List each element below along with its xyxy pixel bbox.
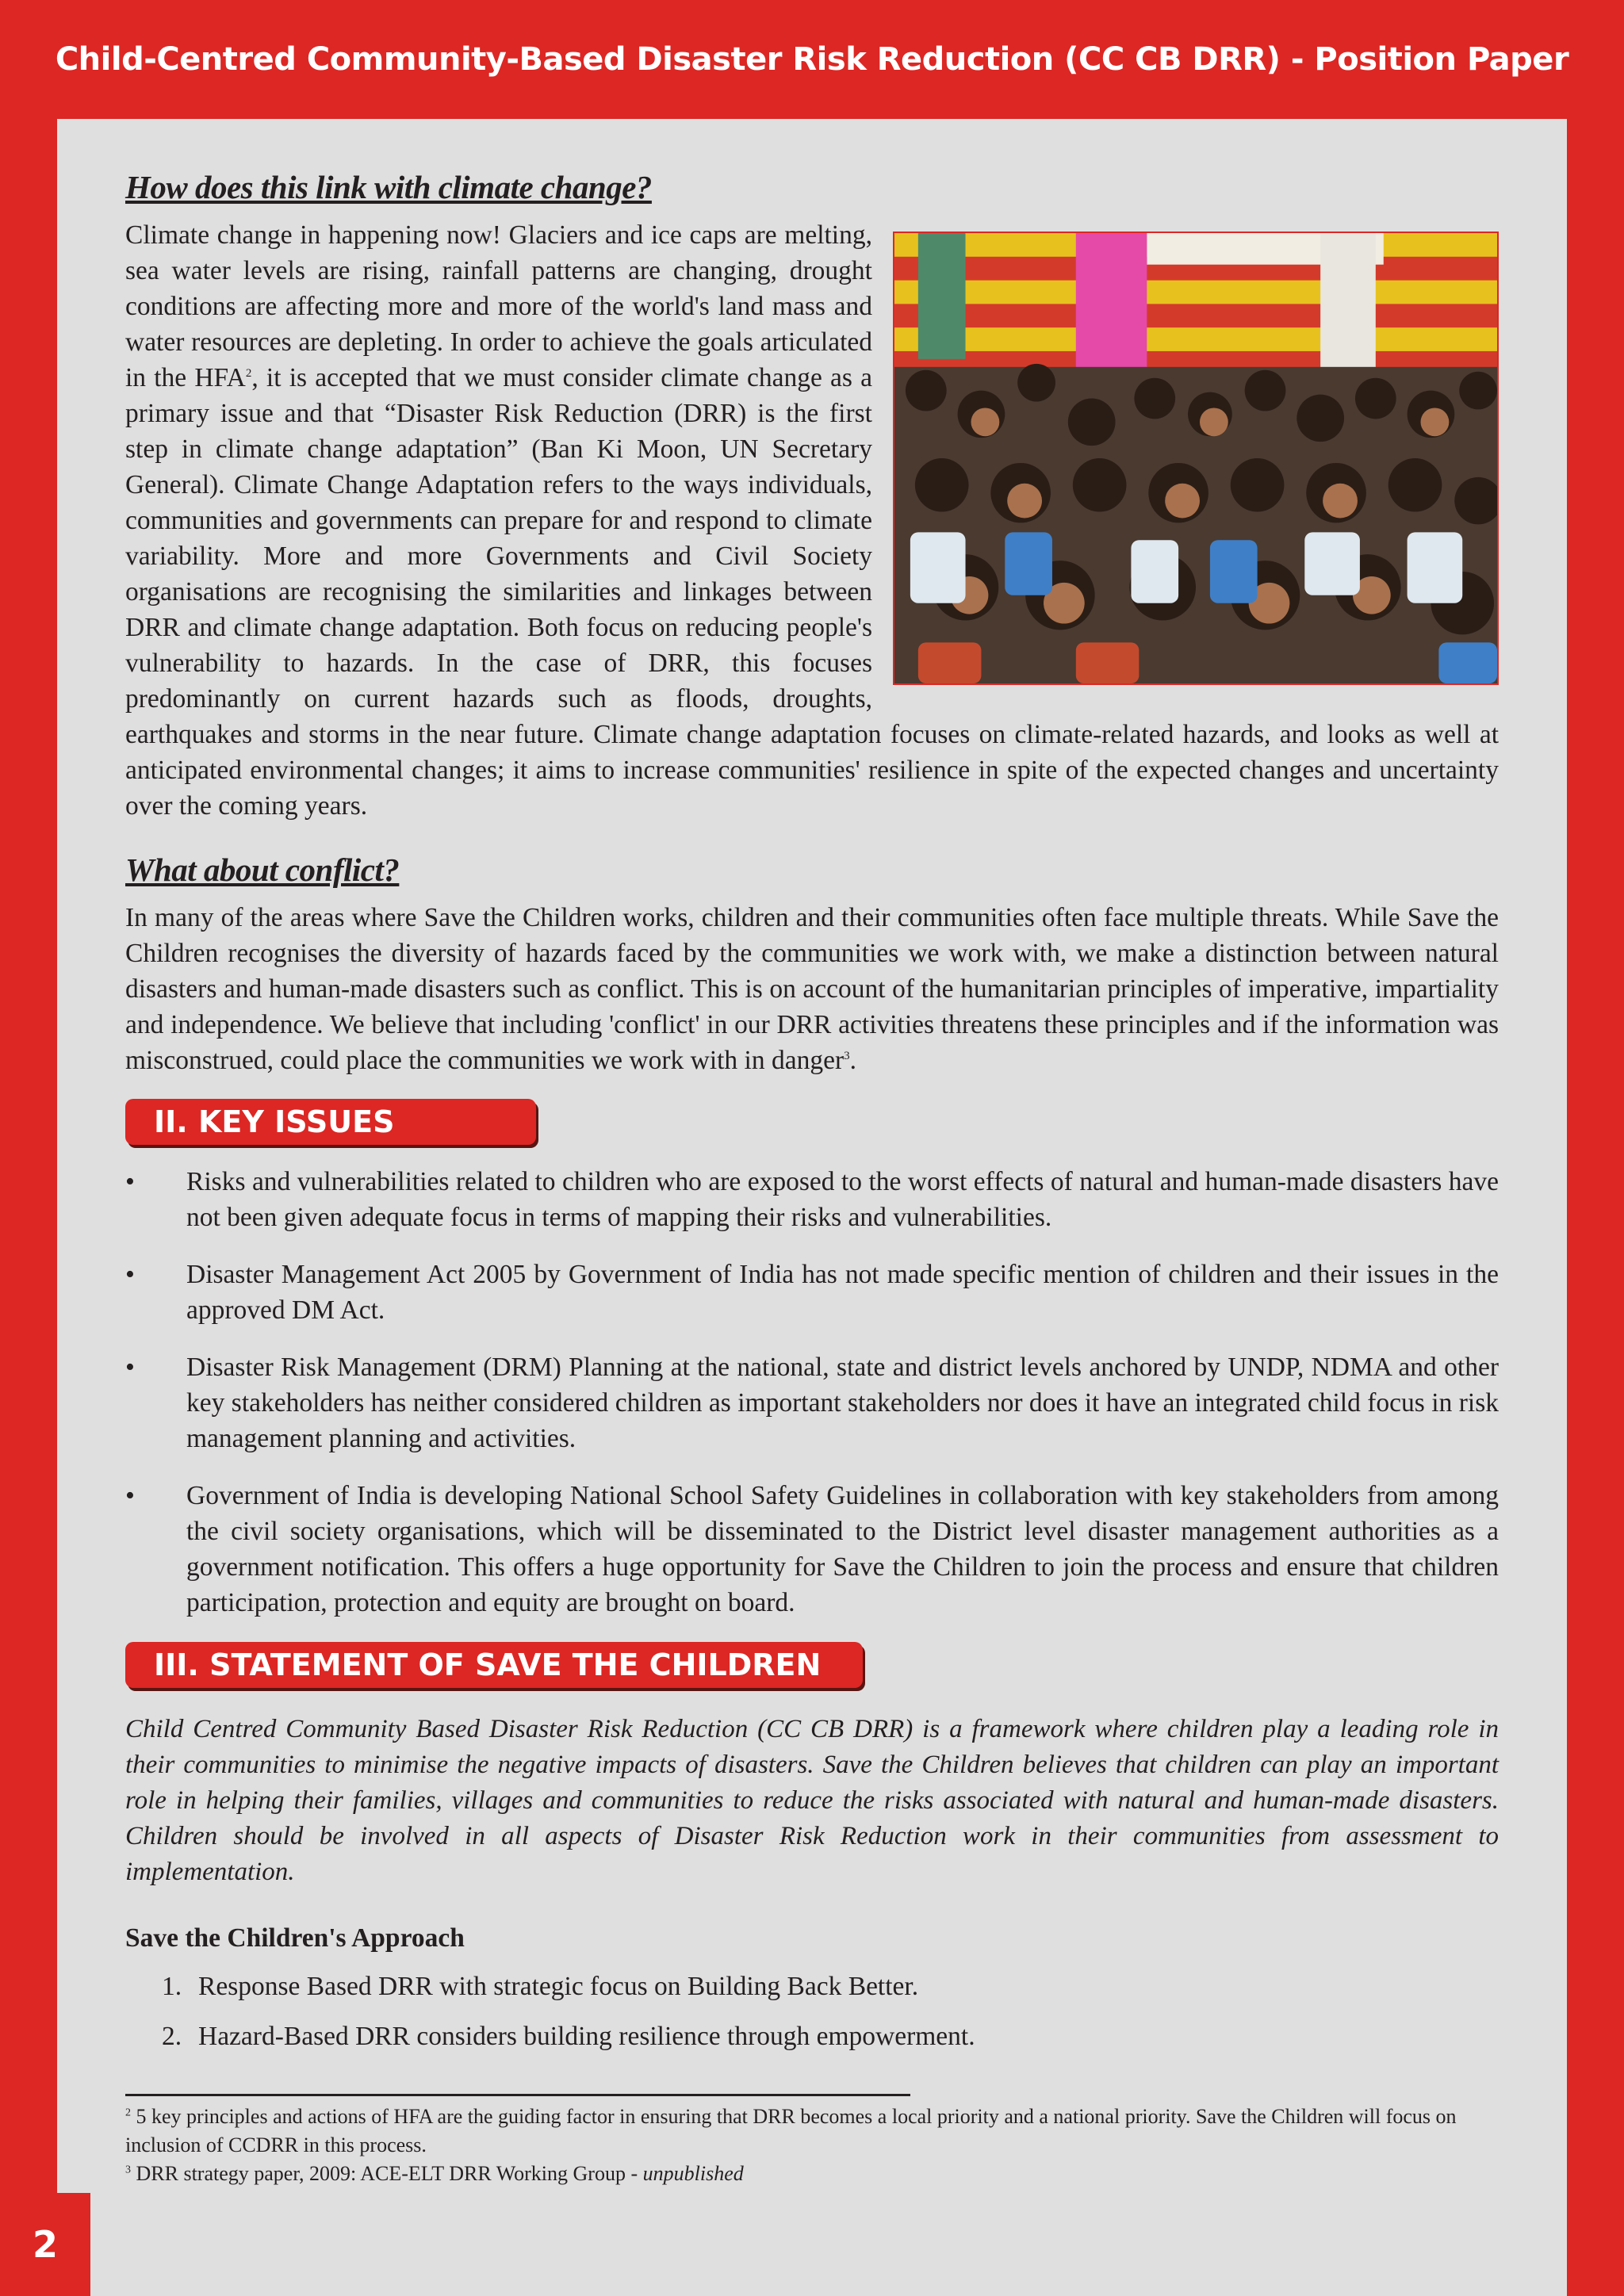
climate-heading: How does this link with climate change? [125, 169, 652, 205]
list-item [162, 1969, 1499, 2004]
page-number-box [0, 2193, 90, 2296]
issue-text: Disaster Management Act 2005 by Government of India has not made specific mention of children and their issues in the approved DM Act. [186, 1260, 1499, 1325]
bullet-icon: • [125, 1260, 135, 1289]
list-item [125, 1257, 1499, 1328]
bullet-icon: • [125, 1481, 135, 1510]
statement-paragraph: Child Centred Community Based Disaster Risk Reduction (CC CB DRR) is a framework where children play a leading role in their communities to minimise the negative impacts of disasters. Save the Children believes that children can play an important role in helping their families, villages and communities to reduce the risks associated with natural and human-made disasters. Children should be involved in all aspects of Disaster Risk Reduction work in their communities from assessment to implementation. [125, 1715, 1499, 1886]
conflict-heading: What about conflict? [125, 851, 400, 888]
footnote-3 [125, 2160, 1499, 2188]
list-item [125, 1478, 1499, 1621]
list-item [125, 1349, 1499, 1456]
bullet-icon: • [125, 1167, 135, 1196]
content-column [125, 165, 1499, 2188]
footnote-3-text: DRR strategy paper, 2009: ACE-ELT DRR Working Group - [131, 2162, 643, 2185]
climate-text-end: , it is accepted that we must consider climate change as a primary issue and that “Disaster Risk Reduction (DRR) is the first step in climate change adaptation” (Ban Ki Moon, UN Secretary General). Climate Change Adaptation refers to the ways individuals, communities and governments can prepare for and respond to climate variability. More and more Governments and Civil Society organisations are recognising the similarities and linkages between DRR and climate change adaptation. Both focus on reducing people's vulnerability to hazards. In the case of DRR, this focuses predominantly on current hazards such as floods, droughts, earthquakes and storms in the near future. Climate change adaptation focuses on climate-related hazards, and looks as well at anticipated environmental changes; it aims to increase communities' resilience in spite of the expected changes and uncertainty over the coming years. [125, 363, 1499, 821]
approach-text: Hazard-Based DRR considers building resilience through empowerment. [198, 2022, 975, 2051]
climate-paragraph [125, 217, 1499, 824]
footnote-3-number: 3 [125, 2164, 131, 2176]
footnote-divider [125, 2094, 910, 2096]
bullet-icon: • [125, 1353, 135, 1382]
page-header [0, 0, 1624, 119]
footnote-2-number: 2 [125, 2107, 131, 2119]
children-group-photo [893, 232, 1499, 685]
key-issues-title: II. KEY ISSUES [154, 1104, 395, 1139]
climate-text-start: Climate change in happening now! Glaciers and ice caps are melting, sea water levels are rising, rainfall patterns are changing, drought conditions are affecting more and more of the world's land mass and water resources are depleting. In order to achieve the goals articulated in the HFA [125, 220, 872, 392]
item-number: 1. [162, 1972, 182, 2001]
statement-title: III. STATEMENT OF SAVE THE CHILDREN [154, 1647, 822, 1682]
conflict-text: In many of the areas where Save the Children works, children and their communities often face multiple threats. While Save the Children recognises the diversity of hazards faced by the communities we work with, we make a distinction between natural disasters and human-made disasters such as conflict. This is on account of the humanitarian principles of imperative, impartiality and independence. We believe that including 'conflict' in our DRR activities threatens these principles and if the information was misconstrued, could place the communities we work with in danger [125, 903, 1499, 1075]
issue-text: Risks and vulnerabilities related to children who are exposed to the worst effects of natural and human-made disasters have not been given adequate focus in terms of mapping their risks and vulnerabilities. [186, 1167, 1499, 1232]
key-issues-list [125, 1164, 1499, 1621]
header-title: Child-Centred Community-Based Disaster Risk Reduction (CC CB DRR) - Position Paper [55, 41, 1569, 78]
footnote-2 [125, 2103, 1499, 2160]
issue-text: Government of India is developing National School Safety Guidelines in collaboration with key stakeholders from among the civil society organisations, which will be disseminated to the District level disaster management authorities as a government notification. This offers a huge opportunity for Save the Children to join the process and ensure that children participation, protection and equity are brought on board. [186, 1481, 1499, 1617]
issue-text: Disaster Risk Management (DRM) Planning at the national, state and district levels anchored by UNDP, NDMA and other key stakeholders has neither considered children as important stakeholders nor does it have an integrated child focus in risk management planning and activities. [186, 1353, 1499, 1453]
item-number: 2. [162, 2022, 182, 2051]
content-panel [57, 119, 1567, 2296]
approach-list [125, 1969, 1499, 2054]
conflict-paragraph [125, 900, 1499, 1078]
key-issues-banner [125, 1099, 536, 1145]
list-item [125, 1164, 1499, 1235]
footnote-2-text: 5 key principles and actions of HFA are the guiding factor in ensuring that DRR becomes a local priority and a national priority. Save the Children will focus on inclusion of CCDRR in this process. [125, 2105, 1457, 2156]
approach-title: Save the Children's Approach [125, 1923, 465, 1953]
photo-illustration [894, 233, 1497, 683]
page-number: 2 [32, 2223, 58, 2266]
footnote-3-italic: unpublished [642, 2162, 744, 2185]
footnote-ref-3: 3 [844, 1049, 850, 1062]
conflict-text-tail: . [849, 1046, 857, 1075]
list-item [162, 2019, 1499, 2054]
statement-banner [125, 1642, 863, 1688]
approach-text: Response Based DRR with strategic focus on Building Back Better. [198, 1972, 919, 2001]
footnote-ref-2: 2 [245, 366, 252, 380]
